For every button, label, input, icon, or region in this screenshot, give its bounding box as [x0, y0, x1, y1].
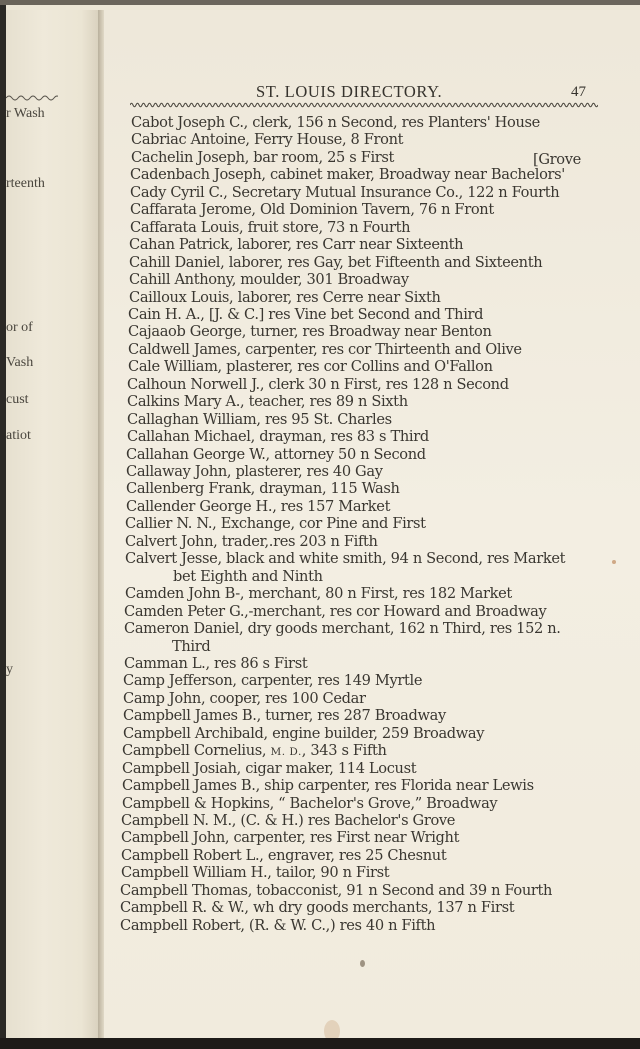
entry-text: Calvert John, trader,.res 203 n Fifth	[125, 532, 378, 550]
entry-text: Callaghan William, res 95 St. Charles	[127, 410, 392, 428]
entry-text: Caffarata Louis, fruit store, 73 n Fourth	[130, 218, 411, 236]
running-head: ST. LOUIS DIRECTORY.	[256, 82, 443, 101]
directory-entry	[129, 271, 409, 289]
directory-entry	[124, 603, 546, 621]
stain	[612, 560, 616, 564]
entry-text: Campbell N. M., (C. & H.) res Bachelor's Grove	[121, 812, 456, 829]
directory-entry	[128, 358, 493, 376]
left-fragment: Vash	[6, 355, 34, 370]
entry-text: Camp Jefferson, carpenter, res 149 Myrtle	[123, 672, 423, 690]
right-page	[104, 10, 640, 1038]
entry-text: Campbell Robert L., engraver, res 25 Chesnut	[121, 846, 447, 864]
directory-entry	[128, 323, 492, 341]
directory-entry	[129, 236, 463, 254]
directory-entry	[127, 393, 408, 411]
directory-entry	[127, 376, 509, 394]
directory-entry	[123, 725, 484, 743]
entry-text: Cabot Joseph C., clerk, 156 n Second, res Planters' House	[131, 114, 540, 131]
entry-text: Cadenbach Joseph, cabinet maker, Broadway near Bachelors'	[130, 166, 565, 184]
entry-text: Cahill Anthony, moulder, 301 Broadway	[129, 271, 409, 289]
entry-text: Calkins Mary A., teacher, res 89 n Sixth	[127, 393, 408, 411]
directory-entry	[123, 690, 366, 708]
left-fragment: atiot	[6, 428, 31, 443]
ink-spot	[360, 960, 365, 967]
directory-entry	[127, 411, 392, 429]
entry-text: Callenberg Frank, drayman, 115 Wash	[126, 480, 400, 498]
directory-entry	[124, 655, 307, 673]
entry-text: Cahill Daniel, laborer, res Gay, bet Fifteenth and Sixteenth	[129, 253, 543, 271]
entry-text: Callahan George W., attorney 50 n Second	[126, 445, 426, 463]
entry-text: Camp John, cooper, res 100 Cedar	[123, 689, 366, 707]
header-wavy-rule	[130, 101, 598, 109]
directory-entry	[123, 707, 446, 725]
left-wavy-rule	[6, 94, 58, 102]
entry-text: Callier N. N., Exchange, cor Pine and First	[125, 515, 426, 533]
directory-entry	[121, 847, 446, 865]
directory-entry	[131, 114, 540, 132]
directory-entry	[130, 219, 410, 237]
directory-entry	[131, 131, 403, 149]
entry-text: Campbell & Hopkins, “ Bachelor's Grove,” Broadway	[122, 794, 498, 812]
left-fragment: or of	[6, 320, 33, 335]
directory-entry	[130, 166, 565, 184]
directory-entry	[131, 149, 394, 167]
entry-text: Callahan Michael, drayman, res 83 s Third	[127, 428, 429, 446]
directory-entry	[126, 480, 400, 498]
left-fragment: rteenth	[6, 176, 45, 191]
directory-entry	[123, 672, 422, 690]
directory-entry	[130, 184, 559, 202]
entry-text: , 343 s Fifth	[301, 742, 387, 760]
entry-degree: M. D.	[270, 746, 302, 759]
page-number: 47	[571, 84, 586, 100]
entry-text: Campbell R. & W., wh dry goods merchants, 137 n First	[120, 899, 515, 917]
directory-entry	[125, 515, 426, 533]
entry-continuation: Third	[172, 637, 211, 655]
entry-text: Calvert Jesse, black and white smith, 94 n Second, res Market	[125, 550, 566, 568]
directory-entry	[121, 829, 459, 847]
entry-text: Campbell Cornelius,	[122, 742, 271, 760]
directory-entry	[121, 812, 455, 830]
directory-entry	[120, 899, 514, 917]
directory-entry	[122, 742, 387, 761]
directory-entry	[129, 254, 542, 272]
directory-entry	[122, 795, 497, 813]
entry-text: Campbell William H., tailor, 90 n First	[121, 864, 390, 882]
left-page	[6, 10, 100, 1038]
directory-entry	[126, 463, 383, 481]
entry-text: Campbell John, carpenter, res First near Wright	[121, 829, 460, 847]
entry-continuation: bet Eighth and Ninth	[173, 567, 323, 585]
directory-entry	[125, 585, 512, 603]
directory-entry	[126, 498, 390, 516]
entry-text: Callaway John, plasterer, res 40 Gay	[126, 463, 383, 480]
left-fragment: r Wash	[6, 106, 45, 121]
directory-entry	[124, 620, 561, 638]
entry-text: Cain H. A., [J. & C.] res Vine bet Second and Third	[128, 305, 484, 323]
page-header	[104, 82, 640, 102]
entry-text: Cahan Patrick, laborer, res Carr near Sixteenth	[129, 236, 464, 254]
entry-text: Cachelin Joseph, bar room, 25 s First	[131, 148, 395, 166]
entry-text: Campbell Josiah, cigar maker, 114 Locust	[122, 759, 417, 777]
entry-text: Cameron Daniel, dry goods merchant, 162 n Third, res 152 n.	[124, 620, 561, 638]
directory-entry	[127, 428, 429, 446]
entry-text: Camden John B-, merchant, 80 n First, res 182 Market	[125, 585, 512, 603]
directory-entry	[122, 777, 534, 795]
entry-text: Cailloux Louis, laborer, res Cerre near Sixth	[129, 288, 441, 306]
overflow-word: [Grove	[533, 150, 581, 168]
left-fragment: y	[6, 662, 13, 677]
entry-text: Campbell Robert, (R. & W. C.,) res 40 n Fifth	[120, 916, 436, 934]
directory-entry	[126, 446, 426, 464]
left-fragment: cust	[6, 392, 29, 407]
entry-text: Callender George H., res 157 Market	[126, 497, 391, 515]
entry-text: Cajaaob George, turner, res Broadway near Benton	[128, 323, 492, 341]
directory-entry	[120, 917, 435, 935]
entry-text: Caffarata Jerome, Old Dominion Tavern, 76 n Front	[130, 201, 494, 219]
entry-text: Campbell Thomas, tobacconist, 91 n Second and 39 n Fourth	[120, 881, 553, 899]
directory-entry	[130, 201, 494, 219]
entry-text: Caldwell James, carpenter, res cor Thirteenth and Olive	[128, 340, 522, 358]
entry-text: Campbell James B., turner, res 287 Broadway	[123, 707, 446, 725]
directory-entry	[125, 550, 565, 568]
entry-text: Calhoun Norwell J., clerk 30 n First, res 128 n Second	[127, 375, 509, 393]
entry-text: Camman L., res 86 s First	[124, 654, 308, 672]
directory-entry	[128, 341, 522, 359]
entry-text: Campbell James B., ship carpenter, res Florida near Lewis	[122, 777, 534, 795]
entry-text: Cale William, plasterer, res cor Collins and O'Fallon	[128, 358, 493, 376]
directory-entry	[121, 864, 389, 882]
directory-entry	[125, 533, 378, 551]
entry-text: Campbell Archibald, engine builder, 259 Broadway	[123, 724, 485, 742]
entry-text: Cady Cyril C., Secretary Mutual Insurance Co., 122 n Fourth	[130, 183, 560, 201]
directory-entry	[128, 306, 483, 324]
directory-entry	[122, 760, 416, 778]
entry-text: Camden Peter G.,-merchant, res cor Howard and Broadway	[124, 602, 547, 620]
directory-entry	[120, 882, 552, 900]
directory-entry	[129, 289, 441, 307]
entry-text: Cabriac Antoine, Ferry House, 8 Front	[131, 131, 404, 149]
